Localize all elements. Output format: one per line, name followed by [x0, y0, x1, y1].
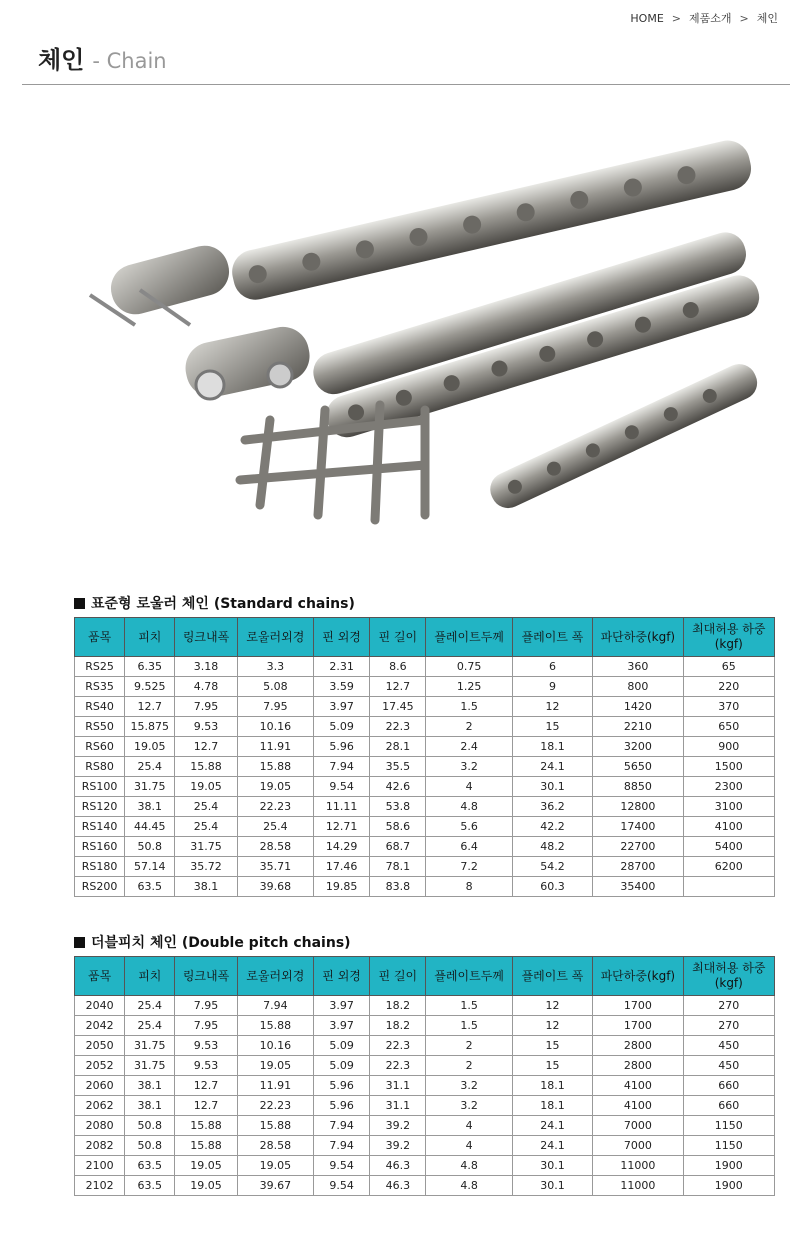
table-cell: 360 [593, 657, 683, 677]
table-cell: 22.23 [237, 797, 313, 817]
column-header: 핀 길이 [370, 618, 426, 657]
table-cell: 12.7 [175, 737, 237, 757]
table-cell: 2 [426, 1056, 512, 1076]
table-row [75, 837, 775, 857]
table-row [75, 1076, 775, 1096]
column-header: 로울러외경 [237, 618, 313, 657]
standard-chains-title: 표준형 로울러 체인 (Standard chains) [91, 596, 355, 612]
table-cell: 12 [512, 697, 592, 717]
table-cell: 2800 [593, 1056, 683, 1076]
table-cell: 6 [512, 657, 592, 677]
table-row [75, 677, 775, 697]
table-cell: 22.3 [370, 1056, 426, 1076]
table-cell: 63.5 [125, 1176, 175, 1196]
table-cell: 15 [512, 717, 592, 737]
table-cell: 22700 [593, 837, 683, 857]
table-cell: 5.96 [313, 1076, 369, 1096]
table-cell: 1.25 [426, 677, 512, 697]
table-cell: 63.5 [125, 877, 175, 897]
table-row [75, 1056, 775, 1076]
column-header: 품목 [75, 957, 125, 996]
table-cell: RS40 [75, 697, 125, 717]
table-row [75, 757, 775, 777]
table-cell: 4 [426, 777, 512, 797]
table-cell: 4.8 [426, 797, 512, 817]
column-header: 피치 [125, 618, 175, 657]
double-pitch-title: 더블피치 체인 (Double pitch chains) [91, 935, 351, 951]
chevron-right-icon: > [739, 11, 749, 25]
table-header-row [75, 957, 775, 996]
page-title-english: - Chain [92, 49, 167, 73]
table-cell: 660 [683, 1076, 774, 1096]
table-cell: 2.4 [426, 737, 512, 757]
table-cell: 6200 [683, 857, 774, 877]
table-cell: 57.14 [125, 857, 175, 877]
table-cell: 28.1 [370, 737, 426, 757]
table-cell: 9.54 [313, 1176, 369, 1196]
table-cell: 1420 [593, 697, 683, 717]
table-cell: 2800 [593, 1036, 683, 1056]
table-cell: 2060 [75, 1076, 125, 1096]
table-cell: 4 [426, 1116, 512, 1136]
table-row [75, 877, 775, 897]
table-cell: RS140 [75, 817, 125, 837]
table-cell: 3.18 [175, 657, 237, 677]
table-cell: 1700 [593, 996, 683, 1016]
table-cell: 11.91 [237, 1076, 313, 1096]
table-cell: 6.4 [426, 837, 512, 857]
table-row [75, 717, 775, 737]
table-cell: 30.1 [512, 777, 592, 797]
table-cell: 15.88 [237, 1116, 313, 1136]
table-cell: 28700 [593, 857, 683, 877]
page-title-korean: 체인 [38, 46, 85, 74]
table-cell: 2100 [75, 1156, 125, 1176]
column-header: 핀 외경 [313, 618, 369, 657]
table-cell: 3100 [683, 797, 774, 817]
double-pitch-heading [74, 932, 351, 952]
table-cell: 2050 [75, 1036, 125, 1056]
table-cell: 2082 [75, 1136, 125, 1156]
table-cell: 1150 [683, 1116, 774, 1136]
column-header: 핀 외경 [313, 957, 369, 996]
table-cell: 28.58 [237, 1136, 313, 1156]
table-cell: 31.1 [370, 1076, 426, 1096]
table-row [75, 1176, 775, 1196]
table-cell: 7.94 [237, 996, 313, 1016]
column-header: 링크내폭 [175, 618, 237, 657]
table-cell: 25.4 [125, 757, 175, 777]
table-row [75, 1016, 775, 1036]
table-cell: 9.54 [313, 777, 369, 797]
table-cell: 63.5 [125, 1156, 175, 1176]
table-cell: 35.72 [175, 857, 237, 877]
square-bullet-icon [74, 598, 85, 609]
table-cell: 12 [512, 1016, 592, 1036]
breadcrumb [630, 10, 778, 26]
table-cell: 15.88 [175, 757, 237, 777]
table-cell: 5400 [683, 837, 774, 857]
table-cell: 5.09 [313, 1036, 369, 1056]
table-cell: 42.6 [370, 777, 426, 797]
table-cell: RS160 [75, 837, 125, 857]
table-cell: 3.2 [426, 757, 512, 777]
column-header: 핀 길이 [370, 957, 426, 996]
table-cell: 5.6 [426, 817, 512, 837]
table-cell: 19.05 [175, 1176, 237, 1196]
table-cell: 4.8 [426, 1156, 512, 1176]
table-cell: 3.97 [313, 697, 369, 717]
column-header: 파단하중(kgf) [593, 618, 683, 657]
table-cell: 8.6 [370, 657, 426, 677]
table-cell: 2062 [75, 1096, 125, 1116]
table-cell: 35.5 [370, 757, 426, 777]
table-cell: 3.2 [426, 1096, 512, 1116]
table-cell: 6.35 [125, 657, 175, 677]
table-cell: 4.8 [426, 1176, 512, 1196]
table-cell: 25.4 [175, 797, 237, 817]
column-header: 플레이트두께 [426, 957, 512, 996]
table-cell: 25.4 [125, 1016, 175, 1036]
table-cell: 19.05 [175, 777, 237, 797]
table-cell: 10.16 [237, 1036, 313, 1056]
table-cell: 7.94 [313, 1136, 369, 1156]
table-cell: 83.8 [370, 877, 426, 897]
table-cell: 14.29 [313, 837, 369, 857]
table-cell: 11.11 [313, 797, 369, 817]
table-cell: 39.2 [370, 1116, 426, 1136]
table-cell: 1900 [683, 1156, 774, 1176]
table-cell: 12 [512, 996, 592, 1016]
table-cell: 900 [683, 737, 774, 757]
table-cell: 7.95 [237, 697, 313, 717]
table-cell: 2102 [75, 1176, 125, 1196]
table-cell: 3.2 [426, 1076, 512, 1096]
table-cell: RS50 [75, 717, 125, 737]
table-cell: 58.6 [370, 817, 426, 837]
breadcrumb-products[interactable]: 제품소개 [689, 12, 732, 25]
table-cell: 54.2 [512, 857, 592, 877]
table-cell: 24.1 [512, 1136, 592, 1156]
table-cell [683, 877, 774, 897]
table-cell: 15.88 [237, 757, 313, 777]
table-cell: RS35 [75, 677, 125, 697]
table-cell: 30.1 [512, 1156, 592, 1176]
double-pitch-table [74, 956, 775, 1196]
table-cell: 270 [683, 996, 774, 1016]
table-cell: 9 [512, 677, 592, 697]
table-cell: 2 [426, 1036, 512, 1056]
table-cell: 39.67 [237, 1176, 313, 1196]
table-cell: 30.1 [512, 1176, 592, 1196]
table-cell: 18.1 [512, 1096, 592, 1116]
table-cell: 25.4 [237, 817, 313, 837]
table-cell: 12.7 [125, 697, 175, 717]
table-cell: 15.88 [237, 1016, 313, 1036]
table-cell: 7000 [593, 1116, 683, 1136]
table-cell: 1150 [683, 1136, 774, 1156]
table-row [75, 797, 775, 817]
table-cell: 15.875 [125, 717, 175, 737]
table-cell: 4 [426, 1136, 512, 1156]
table-cell: 4100 [593, 1096, 683, 1116]
table-cell: 38.1 [175, 877, 237, 897]
table-cell: 46.3 [370, 1156, 426, 1176]
table-cell: 270 [683, 1016, 774, 1036]
table-cell: RS25 [75, 657, 125, 677]
table-cell: 2040 [75, 996, 125, 1016]
table-cell: 24.1 [512, 757, 592, 777]
table-cell: 0.75 [426, 657, 512, 677]
standard-chains-heading [74, 593, 355, 613]
column-header: 플레이트두께 [426, 618, 512, 657]
table-cell: 5.09 [313, 717, 369, 737]
table-cell: 38.1 [125, 1096, 175, 1116]
table-cell: 2210 [593, 717, 683, 737]
table-cell: 650 [683, 717, 774, 737]
table-cell: 46.3 [370, 1176, 426, 1196]
table-cell: 2 [426, 717, 512, 737]
table-cell: 17.45 [370, 697, 426, 717]
table-row [75, 1096, 775, 1116]
table-cell: 2042 [75, 1016, 125, 1036]
table-cell: 19.05 [125, 737, 175, 757]
table-row [75, 697, 775, 717]
table-cell: 7.2 [426, 857, 512, 877]
column-header: 로울러외경 [237, 957, 313, 996]
table-cell: 800 [593, 677, 683, 697]
table-cell: 78.1 [370, 857, 426, 877]
table-cell: 39.68 [237, 877, 313, 897]
table-cell: 19.05 [175, 1156, 237, 1176]
table-cell: 22.3 [370, 1036, 426, 1056]
column-header: 최대허용 하중(kgf) [683, 957, 774, 996]
table-cell: 11000 [593, 1156, 683, 1176]
table-cell: 19.05 [237, 1156, 313, 1176]
table-cell: 7000 [593, 1136, 683, 1156]
table-cell: 65 [683, 657, 774, 677]
table-cell: 8850 [593, 777, 683, 797]
table-cell: 3.3 [237, 657, 313, 677]
table-cell: 38.1 [125, 1076, 175, 1096]
table-cell: 7.94 [313, 757, 369, 777]
table-cell: 35400 [593, 877, 683, 897]
table-cell: 7.95 [175, 996, 237, 1016]
column-header: 링크내폭 [175, 957, 237, 996]
table-cell: 11.91 [237, 737, 313, 757]
table-cell: 15 [512, 1056, 592, 1076]
table-row [75, 1156, 775, 1176]
column-header: 플레이트 폭 [512, 957, 592, 996]
table-cell: 31.1 [370, 1096, 426, 1116]
table-cell: 5.08 [237, 677, 313, 697]
table-cell: 31.75 [175, 837, 237, 857]
table-cell: 4.78 [175, 677, 237, 697]
title-divider [22, 84, 790, 85]
table-cell: 38.1 [125, 797, 175, 817]
table-row [75, 657, 775, 677]
table-cell: 35.71 [237, 857, 313, 877]
table-cell: RS80 [75, 757, 125, 777]
table-cell: 9.53 [175, 717, 237, 737]
chain-product-photo [80, 120, 760, 550]
table-cell: RS180 [75, 857, 125, 877]
column-header: 파단하중(kgf) [593, 957, 683, 996]
table-cell: 53.8 [370, 797, 426, 817]
table-cell: 2.31 [313, 657, 369, 677]
table-cell: 2300 [683, 777, 774, 797]
table-cell: RS100 [75, 777, 125, 797]
table-cell: 18.1 [512, 737, 592, 757]
table-header-row [75, 618, 775, 657]
column-header: 플레이트 폭 [512, 618, 592, 657]
table-cell: 1500 [683, 757, 774, 777]
table-row [75, 777, 775, 797]
table-cell: 50.8 [125, 837, 175, 857]
table-cell: 18.2 [370, 1016, 426, 1036]
table-cell: 220 [683, 677, 774, 697]
table-cell: 25.4 [175, 817, 237, 837]
table-cell: 3.97 [313, 996, 369, 1016]
page-title [38, 40, 167, 75]
chevron-right-icon: > [671, 11, 681, 25]
table-cell: 12.7 [370, 677, 426, 697]
table-cell: 2052 [75, 1056, 125, 1076]
table-row [75, 996, 775, 1016]
table-row [75, 1036, 775, 1056]
table-cell: 31.75 [125, 1036, 175, 1056]
table-cell: 1.5 [426, 1016, 512, 1036]
offset-link [181, 322, 315, 402]
table-cell: 19.05 [237, 777, 313, 797]
table-cell: 22.3 [370, 717, 426, 737]
table-cell: 1900 [683, 1176, 774, 1196]
table-cell: 18.1 [512, 1076, 592, 1096]
column-header: 피치 [125, 957, 175, 996]
table-cell: 60.3 [512, 877, 592, 897]
table-cell: 48.2 [512, 837, 592, 857]
table-cell: 8 [426, 877, 512, 897]
table-cell: 4100 [683, 817, 774, 837]
table-cell: 18.2 [370, 996, 426, 1016]
table-cell: 450 [683, 1056, 774, 1076]
table-cell: 12800 [593, 797, 683, 817]
table-cell: 25.4 [125, 996, 175, 1016]
square-bullet-icon [74, 937, 85, 948]
breadcrumb-home[interactable]: HOME [630, 11, 664, 25]
table-cell: 19.85 [313, 877, 369, 897]
table-cell: 450 [683, 1036, 774, 1056]
table-cell: 36.2 [512, 797, 592, 817]
table-cell: 42.2 [512, 817, 592, 837]
table-cell: 370 [683, 697, 774, 717]
column-header: 품목 [75, 618, 125, 657]
table-cell: 17400 [593, 817, 683, 837]
table-cell: 15.88 [175, 1136, 237, 1156]
table-cell: 5.96 [313, 1096, 369, 1116]
table-cell: 17.46 [313, 857, 369, 877]
table-cell: 68.7 [370, 837, 426, 857]
table-cell: 7.94 [313, 1116, 369, 1136]
table-cell: 15.88 [175, 1116, 237, 1136]
table-row [75, 857, 775, 877]
table-row [75, 737, 775, 757]
table-cell: 44.45 [125, 817, 175, 837]
table-cell: 19.05 [237, 1056, 313, 1076]
table-cell: 28.58 [237, 837, 313, 857]
table-cell: 1.5 [426, 697, 512, 717]
table-row [75, 817, 775, 837]
table-cell: 9.525 [125, 677, 175, 697]
table-cell: 12.71 [313, 817, 369, 837]
table-cell: RS200 [75, 877, 125, 897]
table-cell: 10.16 [237, 717, 313, 737]
table-row [75, 1116, 775, 1136]
standard-chains-table [74, 617, 775, 897]
table-cell: 9.53 [175, 1056, 237, 1076]
table-cell: 4100 [593, 1076, 683, 1096]
table-cell: 12.7 [175, 1076, 237, 1096]
table-cell: 9.54 [313, 1156, 369, 1176]
table-cell: 11000 [593, 1176, 683, 1196]
breadcrumb-chain[interactable]: 체인 [756, 12, 778, 25]
table-cell: 5.09 [313, 1056, 369, 1076]
table-cell: 15 [512, 1036, 592, 1056]
table-row [75, 1136, 775, 1156]
table-cell: 39.2 [370, 1136, 426, 1156]
table-cell: 3.97 [313, 1016, 369, 1036]
table-cell: 24.1 [512, 1116, 592, 1136]
table-cell: 5650 [593, 757, 683, 777]
table-cell: 3200 [593, 737, 683, 757]
table-cell: 12.7 [175, 1096, 237, 1116]
column-header: 최대허용 하중(kgf) [683, 618, 774, 657]
table-cell: 660 [683, 1096, 774, 1116]
table-cell: RS60 [75, 737, 125, 757]
table-cell: 5.96 [313, 737, 369, 757]
table-cell: 1700 [593, 1016, 683, 1036]
table-cell: RS120 [75, 797, 125, 817]
table-cell: 50.8 [125, 1116, 175, 1136]
connecting-link [90, 240, 234, 325]
table-cell: 9.53 [175, 1036, 237, 1056]
table-cell: 22.23 [237, 1096, 313, 1116]
table-cell: 31.75 [125, 1056, 175, 1076]
table-cell: 7.95 [175, 697, 237, 717]
table-cell: 3.59 [313, 677, 369, 697]
table-cell: 50.8 [125, 1136, 175, 1156]
table-cell: 31.75 [125, 777, 175, 797]
table-cell: 7.95 [175, 1016, 237, 1036]
table-cell: 1.5 [426, 996, 512, 1016]
table-cell: 2080 [75, 1116, 125, 1136]
